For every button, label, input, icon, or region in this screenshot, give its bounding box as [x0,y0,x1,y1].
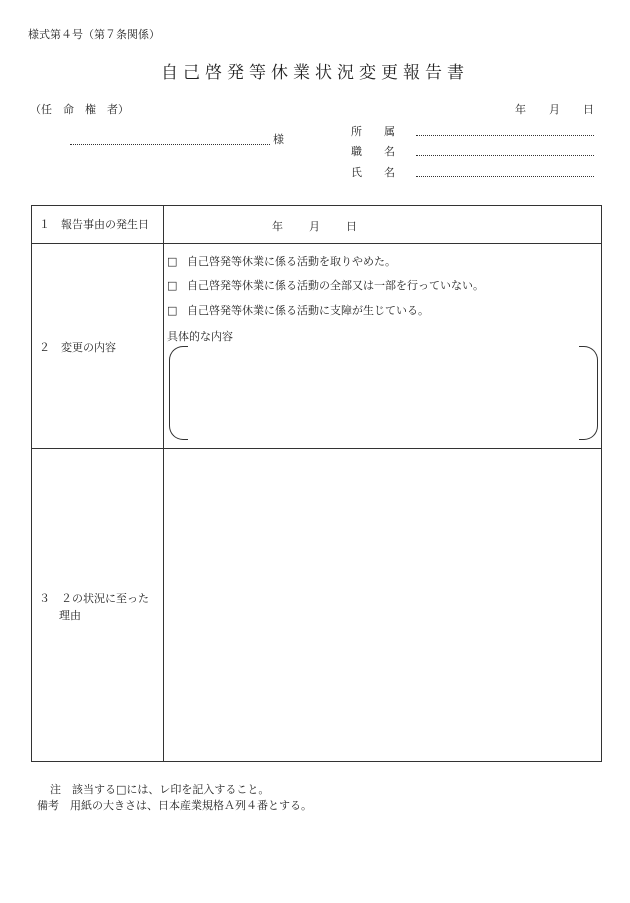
appointing-authority-label: （任 命 権 者） [30,103,129,116]
column-divider [163,206,164,761]
form-number: 様式第４号（第７条関係） [28,28,160,41]
checkbox[interactable]: □ [167,255,178,268]
details-bracket-right [579,346,598,440]
addressee-suffix: 様 [273,133,284,146]
report-table [31,205,602,762]
reason-label: ３ ２の状況に至った [39,592,149,605]
occurrence-day-label: 日 [346,220,357,233]
option-activity-not-performed[interactable] [167,277,484,293]
report-date [515,101,617,117]
position-field[interactable] [416,145,594,156]
reason-label-line2: 理由 [59,609,81,622]
occurrence-date-field[interactable] [272,218,383,234]
option-activity-hindered[interactable] [167,302,429,318]
option-label: 自己啓発等休業に係る活動に支障が生じている。 [187,304,429,317]
checkbox[interactable]: □ [167,304,178,317]
occurrence-year-label: 年 [272,220,283,233]
details-bracket-left [169,346,188,440]
note-paper-size: 備考 用紙の大きさは、日本産業規格Ａ列４番とする。 [37,799,312,812]
row-divider [32,243,601,244]
report-year-label: 年 [515,103,526,116]
name-label: 氏 名 [351,166,395,179]
option-activity-stopped[interactable] [167,253,396,269]
details-label: 具体的な内容 [167,330,233,343]
occurrence-month-label: 月 [309,220,320,233]
report-month-label: 月 [549,103,560,116]
note-checkmark: 注 該当する□には、レ印を記入すること。 [50,783,270,796]
addressee-field[interactable] [70,134,270,145]
occurrence-date-label: １ 報告事由の発生日 [39,218,149,231]
row-divider [32,448,601,449]
name-field[interactable] [416,166,594,177]
change-content-label: ２ 変更の内容 [39,341,116,354]
option-label: 自己啓発等休業に係る活動を取りやめた。 [187,255,396,268]
option-label: 自己啓発等休業に係る活動の全部又は一部を行っていない。 [187,279,484,292]
position-label: 職 名 [351,145,395,158]
report-day-label: 日 [583,103,594,116]
affiliation-field[interactable] [416,125,594,136]
page-title: 自己啓発等休業状況変更報告書 [161,63,469,83]
affiliation-label: 所 属 [351,125,395,138]
checkbox[interactable]: □ [167,279,178,292]
